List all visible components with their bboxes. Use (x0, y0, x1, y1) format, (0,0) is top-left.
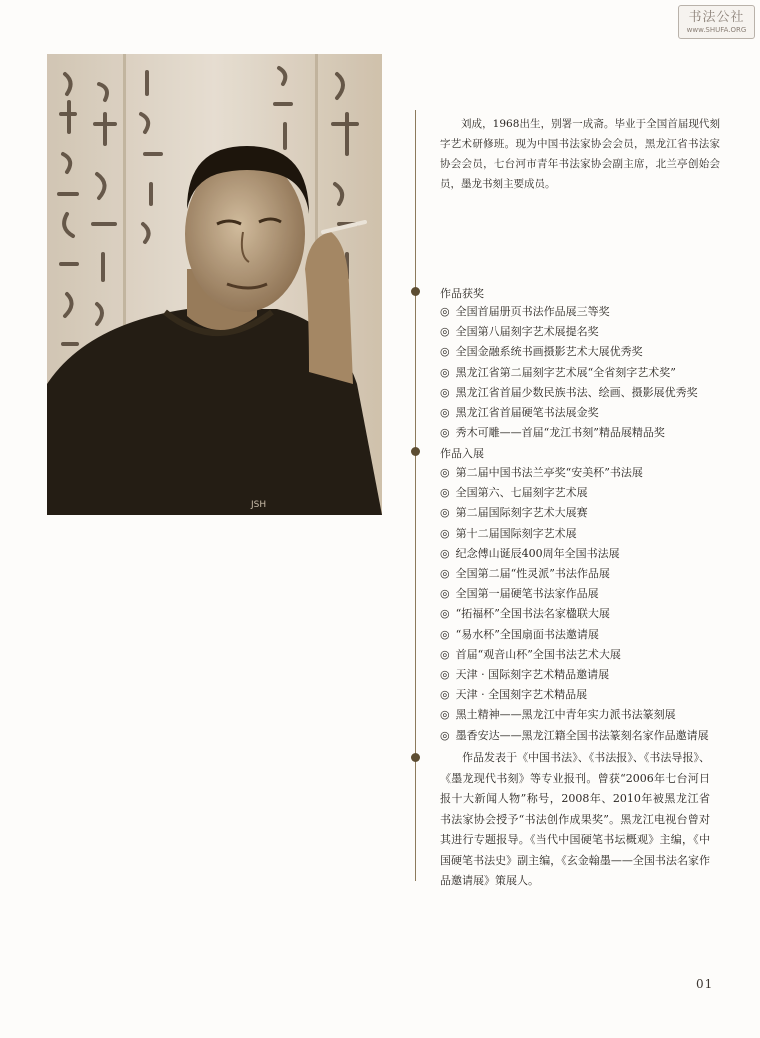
list-marker-icon: ◎ (440, 305, 450, 318)
exhibitions-item-text: “易水杯”全国扇面书法邀请展 (455, 627, 599, 641)
exhibitions-item-text: 全国第二届“性灵派”书法作品展 (455, 567, 610, 581)
exhibitions-item-text: “拓福杯”全国书法名家楹联大展 (455, 607, 610, 621)
timeline-dot-awards (411, 287, 420, 296)
exhibitions-item (440, 604, 740, 624)
timeline-dot-publications (411, 753, 420, 762)
exhibitions-item-text: 天津 · 全国刻字艺术精品展 (455, 688, 588, 702)
portrait-photo (47, 54, 382, 515)
timeline-line (415, 110, 416, 881)
list-marker-icon: ◎ (440, 506, 450, 520)
list-marker-icon: ◎ (440, 546, 450, 560)
exhibitions-item (440, 503, 740, 523)
list-marker-icon: ◎ (440, 426, 450, 440)
page-number: 01 (696, 977, 714, 991)
awards-item (440, 383, 740, 403)
watermark-url: www.SHUFA.ORG (686, 26, 747, 34)
awards-item-text: 秀木可雕——首届“龙江书刻”精品展精品奖 (455, 426, 665, 440)
list-marker-icon: ◎ (440, 627, 450, 641)
watermark-name: 书法公社 (688, 10, 745, 25)
exhibitions-item (440, 726, 740, 746)
awards-item-text: 黑龙江省首届少数民族书法、绘画、摄影展优秀奖 (455, 385, 698, 399)
list-marker-icon: ◎ (440, 385, 450, 399)
exhibitions-item (440, 625, 740, 645)
exhibitions-item (440, 665, 740, 685)
list-marker-icon: ◎ (440, 728, 450, 742)
list-marker-icon: ◎ (440, 668, 450, 682)
awards-item (440, 363, 740, 383)
list-marker-icon: ◎ (440, 486, 450, 500)
list-marker-icon: ◎ (440, 688, 450, 702)
portrait-illustration (47, 54, 382, 515)
awards-item-text: 全国金融系统书画摄影艺术大展优秀奖 (455, 345, 643, 359)
awards-item (440, 342, 740, 362)
svg-text:JSH: JSH (251, 500, 267, 510)
watermark-logo (678, 5, 755, 39)
timeline-dot-exhibitions (411, 447, 420, 456)
list-marker-icon: ◎ (440, 567, 450, 581)
exhibitions-item-text: 全国第一届硬笔书法家作品展 (455, 587, 599, 601)
list-marker-icon: ◎ (440, 647, 450, 661)
bio-paragraph: 刘成，1968出生，别署一成斋。毕业于全国首届现代刻字艺术研修班。现为中国书法家协会会员，黑龙江省书法家协会会员，七台河市青年书法家协会副主席，北兰亭创始会员，墨龙书刻主要成员。 (440, 118, 720, 190)
awards-item-text: 全国首届册页书法作品展三等奖 (455, 305, 610, 318)
list-marker-icon: ◎ (440, 406, 450, 420)
list-marker-icon: ◎ (440, 466, 450, 479)
list-marker-icon: ◎ (440, 607, 450, 621)
awards-item-text: 全国第八届刻字艺术展提名奖 (455, 325, 599, 339)
awards-list (440, 302, 740, 443)
awards-item-text: 黑龙江省第二届刻字艺术展“全省刻字艺术奖” (455, 365, 676, 379)
awards-item-text: 黑龙江省首届硬笔书法展金奖 (455, 406, 599, 420)
exhibitions-item (440, 463, 740, 483)
list-marker-icon: ◎ (440, 345, 450, 359)
awards-title: 作品获奖 (440, 287, 484, 300)
exhibitions-list (440, 463, 740, 746)
exhibitions-item (440, 584, 740, 604)
exhibitions-title: 作品入展 (440, 447, 484, 460)
exhibitions-item-text: 墨香安达——黑龙江籍全国书法篆刻名家作品邀请展 (455, 728, 709, 742)
exhibitions-item-text: 第二届中国书法兰亭奖“安美杯”书法展 (455, 466, 643, 479)
exhibitions-item (440, 564, 740, 584)
exhibitions-item-text: 纪念傅山诞辰400周年全国书法展 (455, 546, 620, 560)
exhibitions-item (440, 705, 740, 725)
exhibitions-item-text: 第十二届国际刻字艺术展 (455, 526, 577, 540)
list-marker-icon: ◎ (440, 526, 450, 540)
exhibitions-item-text: 全国第六、七届刻字艺术展 (455, 486, 588, 500)
exhibitions-item (440, 645, 740, 665)
exhibitions-item-text: 第二届国际刻字艺术大展赛 (455, 506, 588, 520)
awards-item (440, 322, 740, 342)
exhibitions-item (440, 544, 740, 564)
list-marker-icon: ◎ (440, 365, 450, 379)
exhibitions-item-text: 首届“观音山杯”全国书法艺术大展 (455, 647, 621, 661)
awards-item (440, 302, 740, 322)
awards-item (440, 403, 740, 423)
exhibitions-item (440, 685, 740, 705)
exhibitions-item-text: 黑土精神——黑龙江中青年实力派书法篆刻展 (455, 708, 676, 722)
list-marker-icon: ◎ (440, 325, 450, 339)
exhibitions-item (440, 524, 740, 544)
list-marker-icon: ◎ (440, 587, 450, 601)
awards-item (440, 423, 740, 443)
exhibitions-item (440, 483, 740, 503)
list-marker-icon: ◎ (440, 708, 450, 722)
exhibitions-item-text: 天津 · 国际刻字艺术精品邀请展 (455, 668, 610, 682)
publications-paragraph: 作品发表于《中国书法》、《书法报》、《书法导报》、《墨龙现代书刻》等专业报刊。曾获“2006年七台河日报十大新闻人物”称号，2008年、2010年被黑龙江省书法家协会授予“书法创作成果奖”。黑龙江电视台曾对其进行专题报导。《当代中国硬笔书坛概观》主编，《中国硬笔书法史》副主编，《玄金翰墨——全国书法名家作品邀请展》策展人。 (440, 751, 710, 887)
